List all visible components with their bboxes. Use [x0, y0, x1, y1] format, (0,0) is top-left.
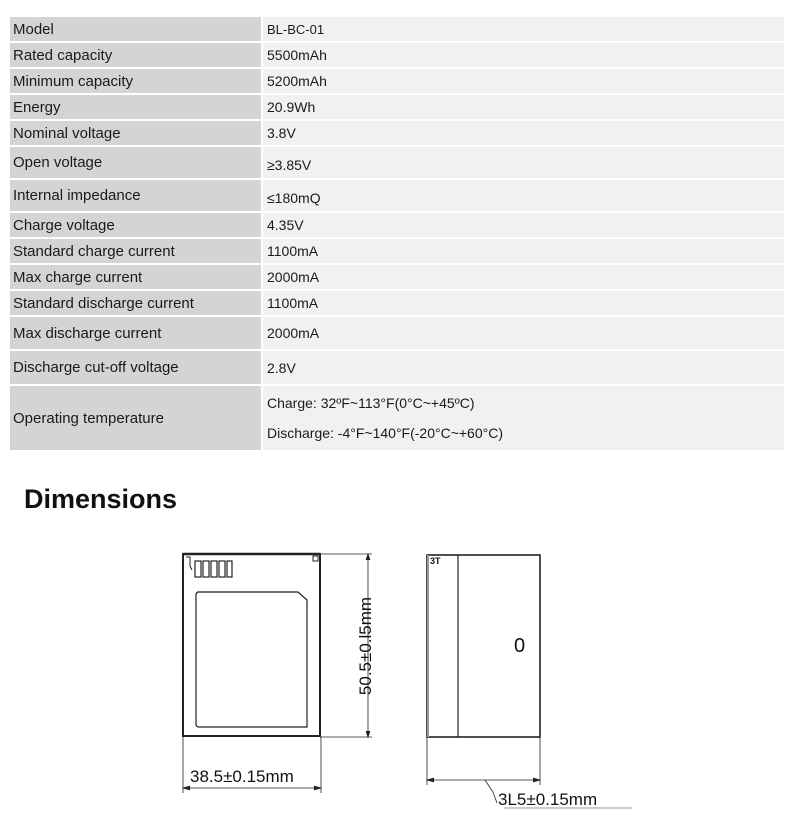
depth-dimension-label: 3L5±0.15mm: [498, 790, 598, 809]
spec-label: Max discharge current: [10, 317, 261, 349]
spec-row-open-voltage: [10, 147, 784, 178]
spec-value: 20.9Wh: [263, 95, 784, 119]
spec-row-operating-temperature: [10, 386, 784, 450]
battery-front-view: [183, 554, 372, 793]
spec-row-standard-discharge-current: [10, 291, 784, 315]
spec-value: ≤180mQ: [263, 180, 784, 211]
spec-table: [10, 17, 784, 452]
spec-row-standard-charge-current: [10, 239, 784, 263]
discharge-temperature-range: Discharge: -4°F~140°F(-20°C~+60°C): [267, 425, 503, 441]
spec-value: 2000mA: [263, 317, 784, 349]
spec-row-model: [10, 17, 784, 41]
spec-row-nominal-voltage: [10, 121, 784, 145]
spec-row-minimum-capacity: [10, 69, 784, 93]
spec-row-max-discharge-current: [10, 317, 784, 349]
spec-value: ≥3.85V: [263, 147, 784, 178]
spec-value: 3.8V: [263, 121, 784, 145]
spec-label: Nominal voltage: [10, 121, 261, 145]
spec-label: Operating temperature: [10, 386, 261, 450]
spec-value: BL-BC-01: [263, 17, 784, 41]
spec-row-max-charge-current: [10, 265, 784, 289]
spec-row-discharge-cutoff-voltage: [10, 351, 784, 384]
spec-value: 4.35V: [263, 213, 784, 237]
spec-row-energy: [10, 95, 784, 119]
spec-label: Internal impedance: [10, 180, 261, 211]
spec-label: Discharge cut-off voltage: [10, 351, 261, 384]
spec-value: 2.8V: [263, 351, 784, 384]
spec-value: 1100mA: [263, 291, 784, 315]
charge-temperature-range: Charge: 32ºF~113°F(0°C~+45ºC): [267, 395, 475, 411]
spec-value: 2000mA: [263, 265, 784, 289]
spec-label: Energy: [10, 95, 261, 119]
spec-label: Standard charge current: [10, 239, 261, 263]
side-view-mark: 3T: [430, 556, 441, 566]
spec-label: Open voltage: [10, 147, 261, 178]
spec-label: Charge voltage: [10, 213, 261, 237]
spec-value: 1100mA: [263, 239, 784, 263]
side-view-center-mark: 0: [514, 635, 526, 657]
spec-label: Standard discharge current: [10, 291, 261, 315]
spec-row-internal-impedance: [10, 180, 784, 211]
dimensions-heading: Dimensions: [24, 484, 178, 514]
spec-value: 5500mAh: [263, 43, 784, 67]
spec-label: Max charge current: [10, 265, 261, 289]
spec-value: 5200mAh: [263, 69, 784, 93]
width-dimension-label: 38.5±0.15mm: [190, 767, 294, 786]
spec-label: Minimum capacity: [10, 69, 261, 93]
spec-label: Rated capacity: [10, 43, 261, 67]
spec-value: [263, 386, 784, 450]
height-dimension-label: 50.5±0.l5mm: [356, 596, 375, 696]
battery-side-view: [427, 555, 632, 808]
spec-row-rated-capacity: [10, 43, 784, 67]
spec-label: Model: [10, 17, 261, 41]
spec-row-charge-voltage: [10, 213, 784, 237]
